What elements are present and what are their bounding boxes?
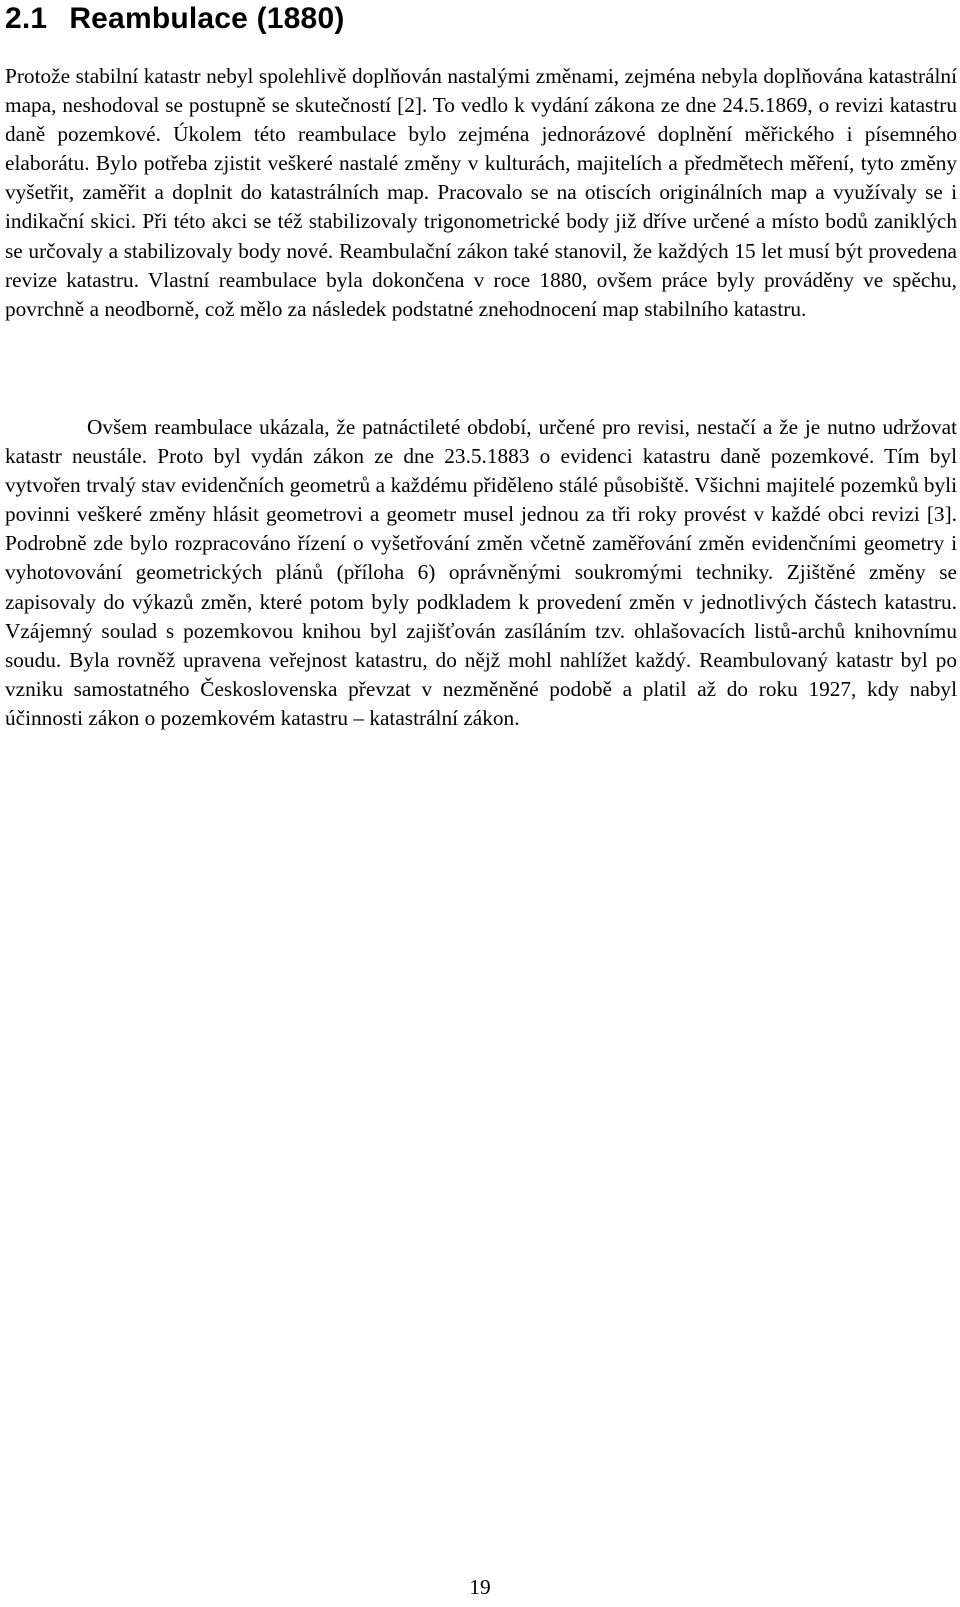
page-number: 19 (469, 1575, 491, 1599)
section-heading (5, 0, 345, 38)
section-number: 2.1 (5, 2, 48, 35)
paragraph-2: Ovšem reambulace ukázala, že patnáctileté období, určené pro revisi, nestačí a že je nutno udržovat katastr neustále. Proto byl vydán zákon ze dne 23.5.1883 o evidenci katastru daně pozemkové. Tím byl vytvořen trvalý stav evidenčních geometrů a každému přiděleno stálé působiště. Všichni majitelé pozemků byli povinni veškeré změny hlásit geometrovi a geometr musel jednou za tři roky provést v každé obci revizi [3]. Podrobně zde bylo rozpracováno řízení o vyšetřování změn včetně zaměřování změn evidenčními geometry i vyhotovování geometrických plánů (příloha 6) oprávněnými soukromými techniky. Zjištěné změny se zapisovaly do výkazů změn, které potom byly podkladem k provedení změn v jednotlivých částech katastru. Vzájemný soulad s pozemkovou knihou byl zajišťován zasíláním tzv. ohlašovacích listů-archů knihovnímu soudu. Byla rovněž upravena veřejnost katastru, do nějž mohl nahlížet každý. Reambulovaný katastr byl po vzniku samostatného Československa převzat v nezměněné podobě a platil až do roku 1927, kdy nabyl účinnosti zákon o pozemkovém katastru – katastrální zákon. (5, 415, 957, 730)
paragraph-1: Protože stabilní katastr nebyl spolehlivě doplňován nastalými změnami, zejména nebyla doplňována katastrální mapa, neshodoval se postupně se skutečností [2]. To vedlo k vydání zákona ze dne 24.5.1869, o revizi katastru daně pozemkové. Úkolem této reambulace bylo zejména jednorázové doplnění měřického i písemného elaborátu. Bylo potřeba zjistit veškeré nastalé změny v kulturách, majitelích a předmětech měření, tyto změny vyšetřit, zaměřit a doplnit do katastrálních map. Pracovalo se na otiscích originálních map a využívaly se i indikační skici. Při této akci se též stabilizovaly trigonometrické body již dříve určené a místo bodů zaniklých se určovaly a stabilizovaly body nové. Reambulační zákon také stanovil, že každých 15 let musí být provedena revize katastru. Vlastní reambulace byla dokončena v roce 1880, ovšem práce byly prováděny ve spěchu, povrchně a neodborně, což mělo za následek podstatné znehodnocení map stabilního katastru. (5, 64, 957, 321)
section-title: Reambulace (1880) (69, 2, 345, 35)
